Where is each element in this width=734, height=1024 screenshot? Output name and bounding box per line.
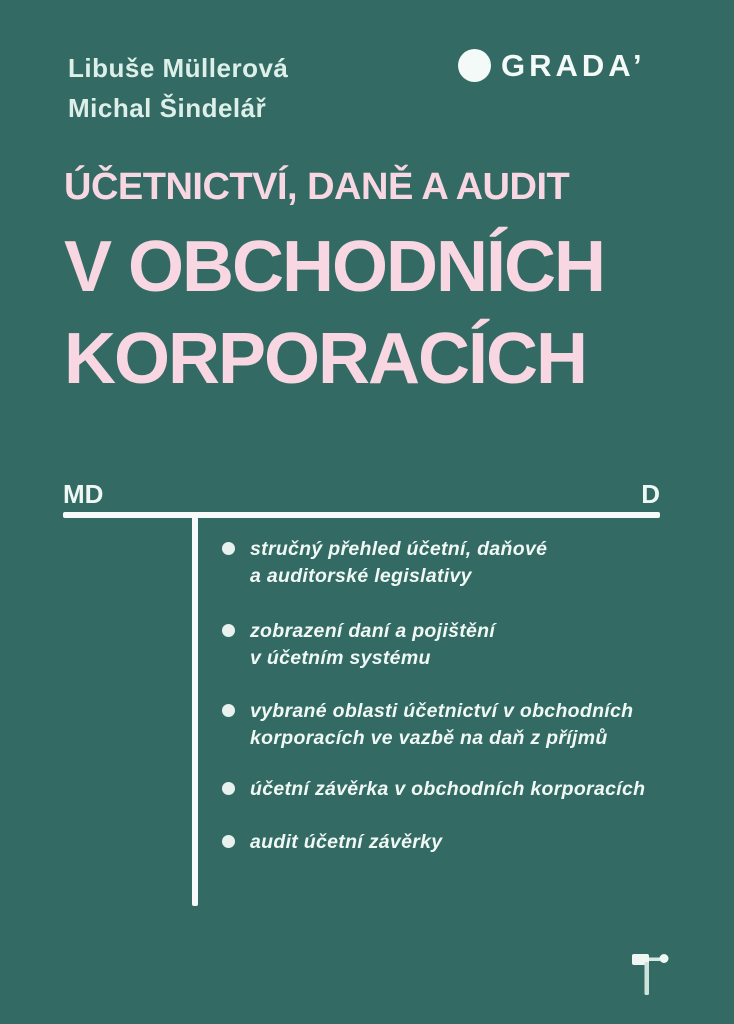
bullet-text: účetní závěrka v obchodních korporacích xyxy=(250,778,646,800)
bullet-item xyxy=(222,829,442,856)
author-name-2: Michal Šindelář xyxy=(68,93,267,123)
bullet-icon xyxy=(222,835,235,848)
bullet-text: stručný přehled účetní, daňové a auditorské legislativy xyxy=(250,538,548,587)
t-account-vertical-line xyxy=(192,512,198,906)
author-block xyxy=(68,48,288,128)
title-line-3: KORPORACÍCH xyxy=(64,319,587,399)
bullet-icon xyxy=(222,624,235,637)
publisher-logo xyxy=(458,49,646,82)
grada-colophon-icon xyxy=(629,949,671,997)
publisher-circle-icon xyxy=(458,49,491,82)
title-line-1: ÚČETNICTVÍ, DANĚ A AUDIT xyxy=(64,166,570,208)
bullet-text: vybrané oblasti účetnictví v obchodních korporacích ve vazbě na daň z příjmů xyxy=(250,700,634,749)
title-line-2: V OBCHODNÍCH xyxy=(64,227,605,307)
bullet-item xyxy=(222,776,645,803)
t-account-debit-label: MD xyxy=(63,479,104,509)
bullet-icon xyxy=(222,704,235,717)
bullet-item xyxy=(222,536,547,590)
publisher-logo-text: GRADA’ xyxy=(501,48,646,83)
bullet-icon xyxy=(222,542,235,555)
bullet-text: zobrazení daní a pojištění v účetním systému xyxy=(250,620,496,669)
bullet-text: audit účetní závěrky xyxy=(250,831,443,853)
author-name-1: Libuše Müllerová xyxy=(68,53,289,83)
bullet-icon xyxy=(222,782,235,795)
bullet-item xyxy=(222,618,495,672)
bullet-item xyxy=(222,698,633,752)
t-account-horizontal-line xyxy=(63,512,660,518)
t-account-credit-label: D xyxy=(641,479,660,509)
